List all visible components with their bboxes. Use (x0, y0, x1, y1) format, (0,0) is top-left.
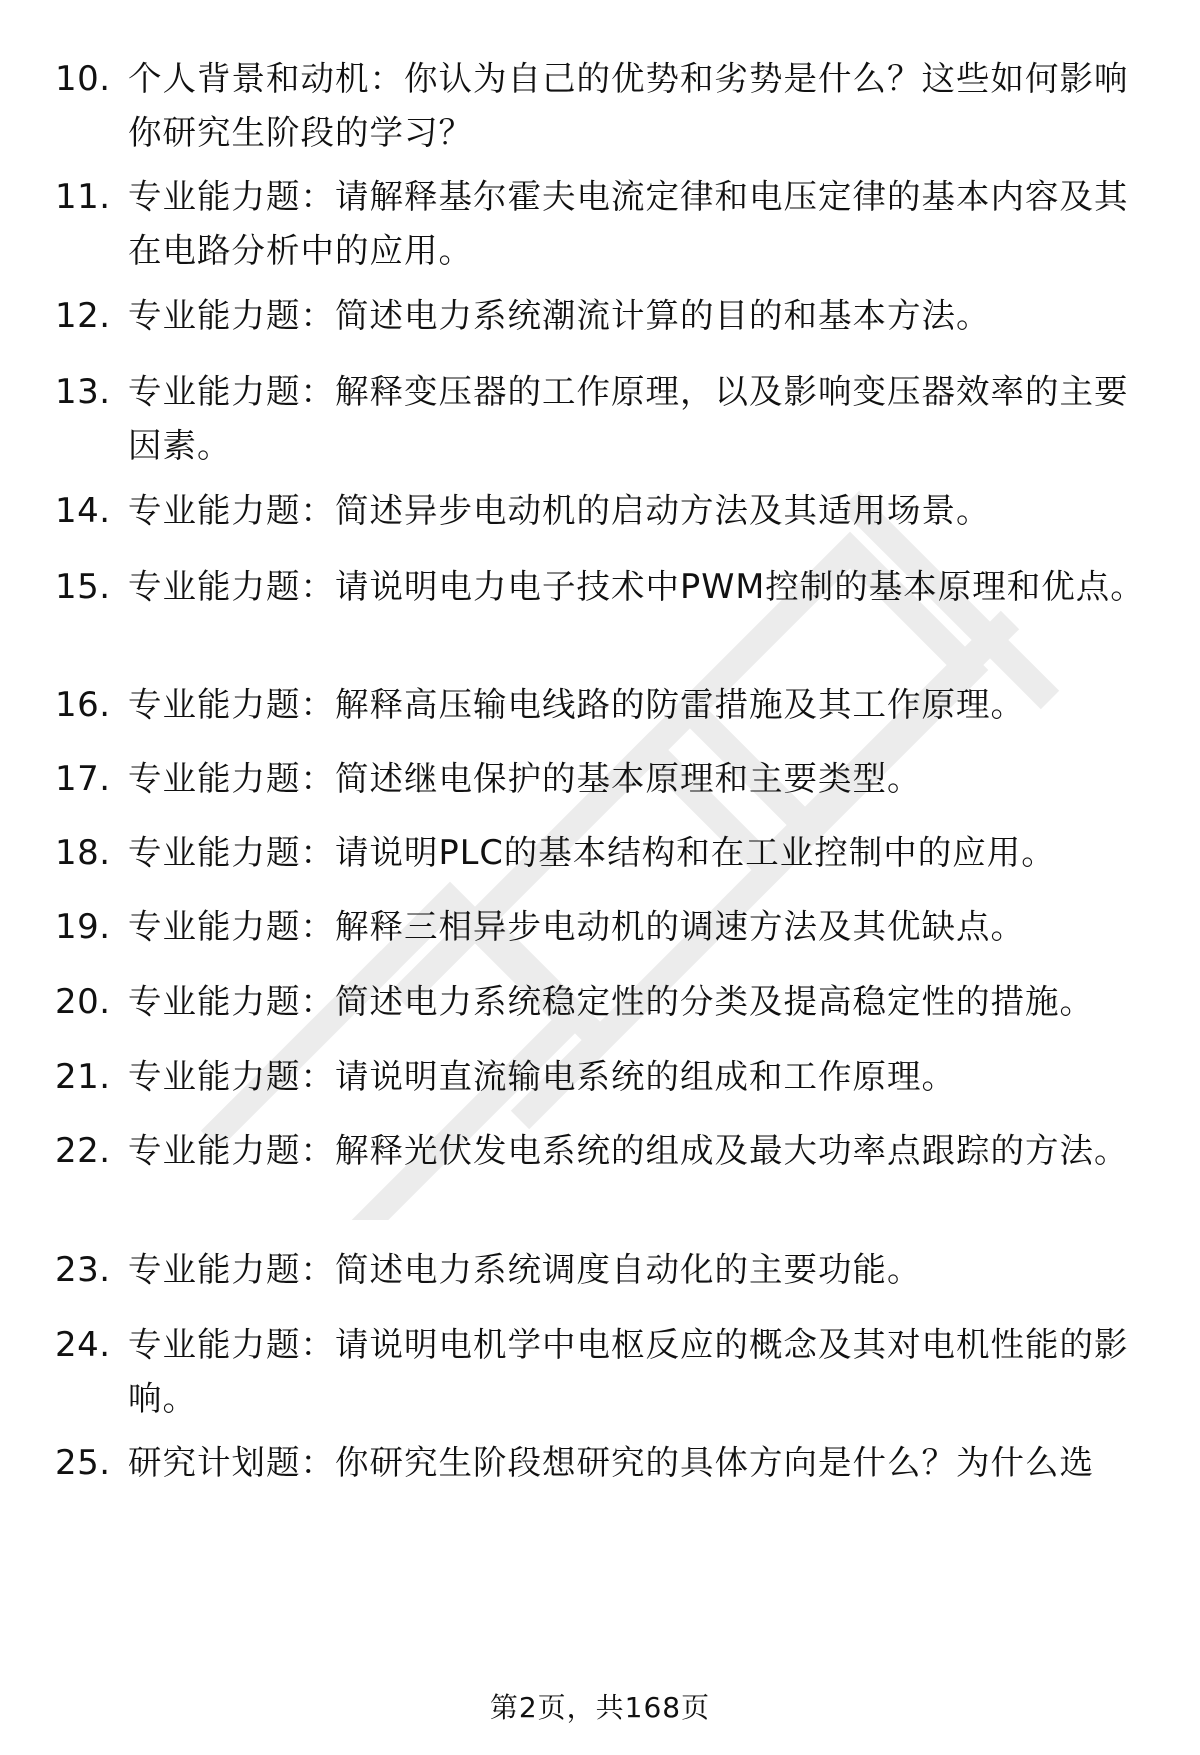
question-text: 专业能力题：请说明PLC的基本结构和在工业控制中的应用。 (128, 833, 1056, 872)
question-text: 专业能力题：简述继电保护的基本原理和主要类型。 (128, 759, 922, 798)
question-text: 专业能力题：请说明电机学中电枢反应的概念及其对电机性能的影响。 (128, 1325, 1129, 1418)
question-number: 23. (55, 1250, 111, 1290)
question-text: 专业能力题：简述电力系统稳定性的分类及提高稳定性的措施。 (128, 982, 1094, 1021)
question-text: 研究计划题：你研究生阶段想研究的具体方向是什么？为什么选 (128, 1443, 1094, 1482)
question-number: 10. (55, 59, 111, 99)
question-text: 专业能力题：请说明电力电子技术中PWM控制的基本原理和优点。 (128, 567, 1145, 606)
question-number: 21. (55, 1057, 111, 1097)
page-number: 第2页，共168页 (489, 1691, 711, 1724)
question-number: 24. (55, 1325, 111, 1365)
question-text: 专业能力题：解释光伏发电系统的组成及最大功率点跟踪的方法。 (128, 1131, 1129, 1170)
question-text: 专业能力题：解释变压器的工作原理，以及影响变压器效率的主要因素。 (128, 372, 1129, 465)
question-number: 13. (55, 372, 111, 412)
question-number: 18. (55, 833, 111, 873)
question-number: 17. (55, 759, 111, 799)
question-number: 14. (55, 491, 111, 531)
question-number: 19. (55, 907, 111, 947)
question-number: 22. (55, 1131, 111, 1171)
question-number: 16. (55, 685, 111, 725)
question-number: 12. (55, 296, 111, 336)
question-text: 专业能力题：请解释基尔霍夫电流定律和电压定律的基本内容及其在电路分析中的应用。 (128, 177, 1129, 270)
question-text: 专业能力题：请说明直流输电系统的组成和工作原理。 (128, 1057, 956, 1096)
question-number: 25. (55, 1443, 111, 1483)
question-number: 11. (55, 177, 111, 217)
question-number: 20. (55, 982, 111, 1022)
question-text: 个人背景和动机：你认为自己的优势和劣势是什么？这些如何影响你研究生阶段的学习？ (128, 59, 1129, 152)
question-text: 专业能力题：简述电力系统潮流计算的目的和基本方法。 (128, 296, 991, 335)
question-text: 专业能力题：解释三相异步电动机的调速方法及其优缺点。 (128, 907, 1025, 946)
question-text: 专业能力题：简述电力系统调度自动化的主要功能。 (128, 1250, 922, 1289)
question-number: 15. (55, 567, 111, 607)
question-text: 专业能力题：解释高压输电线路的防雷措施及其工作原理。 (128, 685, 1025, 724)
question-text: 专业能力题：简述异步电动机的启动方法及其适用场景。 (128, 491, 991, 530)
